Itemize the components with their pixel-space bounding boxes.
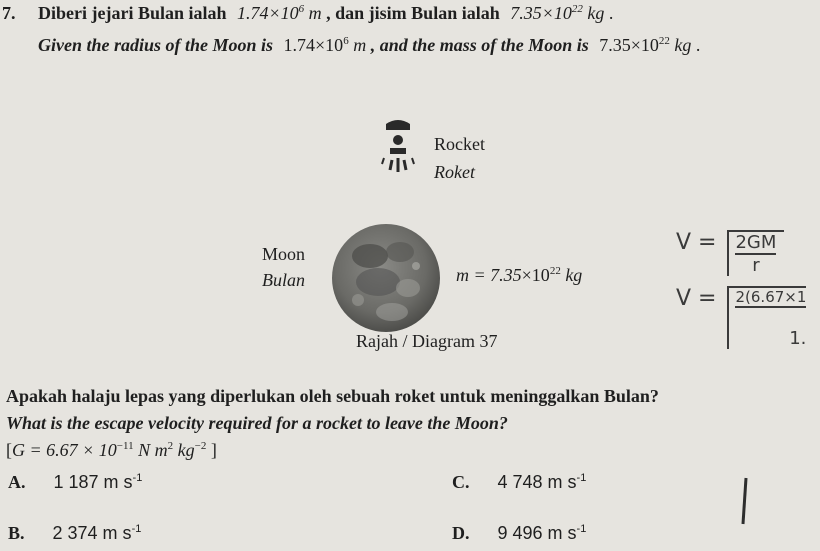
question-text-malay: Diberi jejari Bulan ialah $1.74\times 10^6$ m , dan jisim Bulan ialah $7.35\times 10^{22}$ kg .: [38, 3, 614, 23]
question-number: 7.: [2, 3, 16, 23]
moon-mass-label: $m = 7.35\times 10^{22}$ kg: [456, 265, 583, 285]
given-constant: [$G = 6.67 \times 10^{-11}$ N $m^2$ $kg^{-2}$ ]: [6, 440, 217, 460]
moon-image: [330, 222, 442, 334]
diagram-caption: Rajah / Diagram 37: [356, 331, 498, 351]
rocket-label-malay: Roket: [434, 162, 475, 182]
moon-label-english: Moon: [262, 244, 306, 264]
moon-label-malay: Bulan: [262, 270, 305, 290]
rocket-label-english: Rocket: [434, 134, 485, 154]
option-b[interactable]: B. 2 374 m $s^{-1}$: [8, 523, 142, 543]
handwriting-line-1: V = $\frac{2GM}{r}$: [676, 230, 784, 276]
option-d[interactable]: D. 9 496 m $s^{-1}$: [452, 523, 587, 543]
option-c[interactable]: C. 4 748 m $s^{-1}$: [452, 472, 587, 492]
question-text-english: Given the radius of the Moon is $1.74\times 10^6$ m , and the mass of the Moon is $7.35\times 10^{22}$ kg .: [38, 35, 701, 55]
option-a[interactable]: A. 1 187 m $s^{-1}$: [8, 472, 143, 492]
prompt-english: What is the escape velocity required for a rocket to leave the Moon?: [6, 413, 508, 433]
handwriting-line-2: V = 2(6.67×1 1.: [676, 286, 807, 349]
pen-mark: [738, 476, 752, 526]
prompt-malay: Apakah halaju lepas yang diperlukan oleh sebuah roket untuk meninggalkan Bulan?: [6, 386, 659, 406]
rocket-icon: [380, 118, 416, 180]
